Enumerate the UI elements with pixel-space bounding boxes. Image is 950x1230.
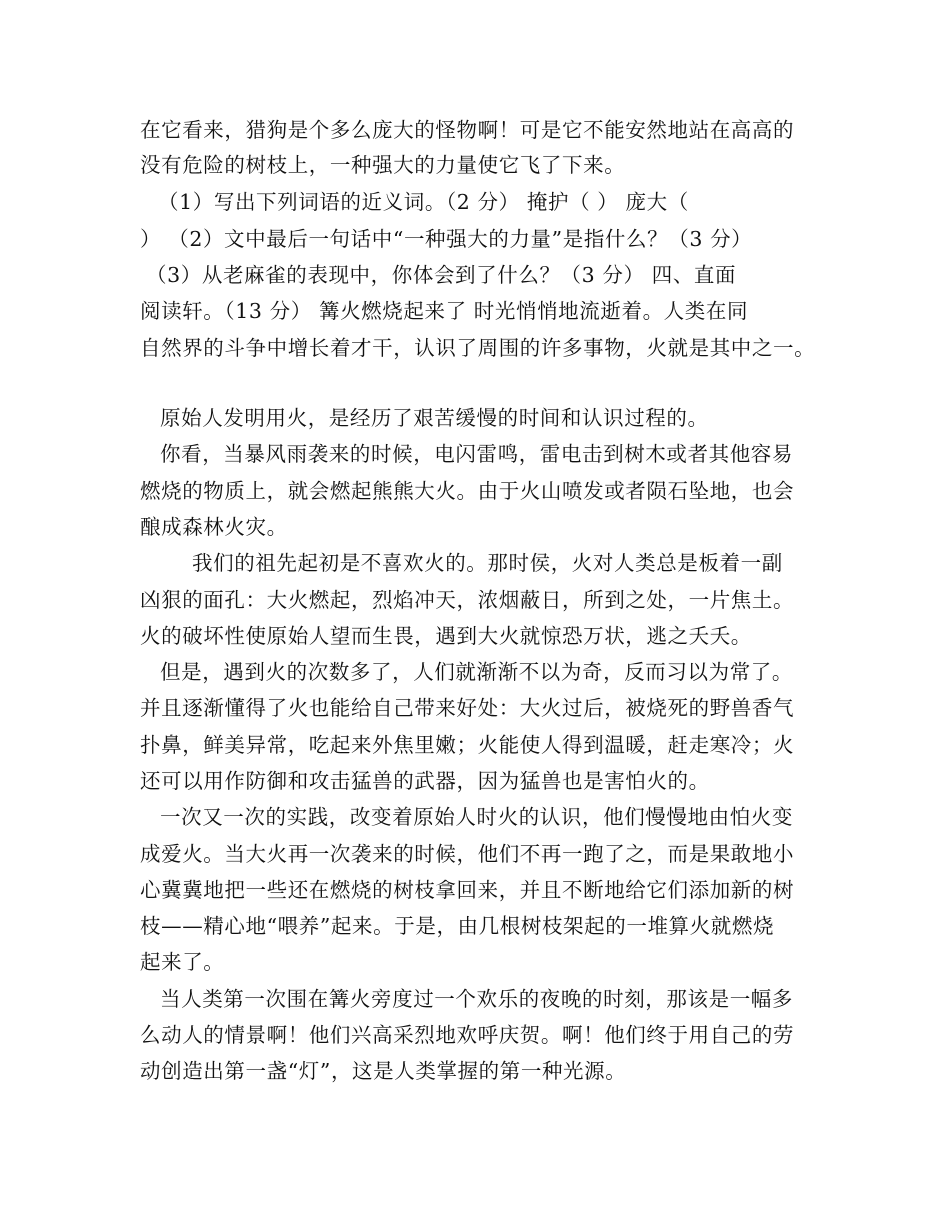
text-line: 凶狠的面孔：大火燃起，烈焰冲天，浓烟蔽日，所到之处，一片焦土。: [140, 588, 795, 612]
text-line: 心冀冀地把一些还在燃烧的树枝拿回来，并且不断地给它们添加新的树: [140, 878, 795, 902]
text-line: 还可以用作防御和攻击猛兽的武器，因为猛兽也是害怕火的。: [140, 769, 710, 793]
text-line: 原始人发明用火，是经历了艰苦缓慢的时间和认识过程的。: [160, 406, 709, 430]
text-line: 酿成森林火灾。: [140, 515, 288, 539]
text-line: 燃烧的物质上，就会燃起熊熊大火。由于火山喷发或者陨石坠地，也会: [140, 479, 795, 503]
text-line: 阅读轩。（13 分） 篝火燃烧起来了 时光悄悄地流逝着。人类在同: [140, 299, 749, 323]
text-line: 起来了。: [140, 950, 225, 974]
text-line: （3）从老麻雀的表现中，你体会到了什么？（3 分） 四、直面: [146, 263, 737, 287]
text-line: 我们的祖先起初是不喜欢火的。那时侯，火对人类总是板着一副: [192, 551, 783, 575]
text-line: （1）写出下列词语的近义词。（2 分） 掩护（ ） 庞大（: [158, 190, 689, 214]
text-line: 扑鼻，鲜美异常，吃起来外焦里嫩；火能使人得到温暖，赶走寒冷；火: [140, 733, 795, 757]
text-line: ） （2）文中最后一句话中“一种强大的力量”是指什么？（3 分）: [140, 227, 753, 251]
text-line: 你看，当暴风雨袭来的时候，电闪雷鸣，雷电击到树木或者其他容易: [160, 442, 793, 466]
text-line: 一次又一次的实践，改变着原始人时火的认识，他们慢慢地由怕火变: [160, 805, 793, 829]
text-line: 在它看来，猎狗是个多么庞大的怪物啊！可是它不能安然地站在高高的: [140, 118, 795, 142]
text-line: 枝——精心地“喂养”起来。于是，由几根树枝架起的一堆算火就燃烧: [140, 914, 775, 938]
text-line: 没有危险的树枝上，一种强大的力量使它飞了下来。: [140, 153, 626, 177]
text-line: 但是，遇到火的次数多了，人们就渐渐不以为奇，反而习以为常了。: [160, 660, 793, 684]
text-line: 并且逐渐懂得了火也能给自己带来好处：大火过后，被烧死的野兽香气: [140, 696, 795, 720]
text-line: 成爱火。当大火再一次袭来的时候，他们不再一跑了之，而是果敢地小: [140, 842, 795, 866]
text-line: 动创造出第一盏“灯”，这是人类掌握的第一种光源。: [140, 1059, 627, 1083]
text-line: 火的破坏性使原始人望而生畏，遇到大火就惊恐万状，逃之夭夭。: [140, 624, 752, 648]
text-line: 自然界的斗争中增长着才干，认识了周围的许多事物，火就是其中之一。: [140, 336, 816, 360]
text-line: 么动人的情景啊！他们兴高采烈地欢呼庆贺。啊！他们终于用自己的劳: [140, 1023, 795, 1047]
text-line: 当人类第一次围在篝火旁度过一个欢乐的夜晚的时刻，那该是一幅多: [160, 987, 793, 1011]
